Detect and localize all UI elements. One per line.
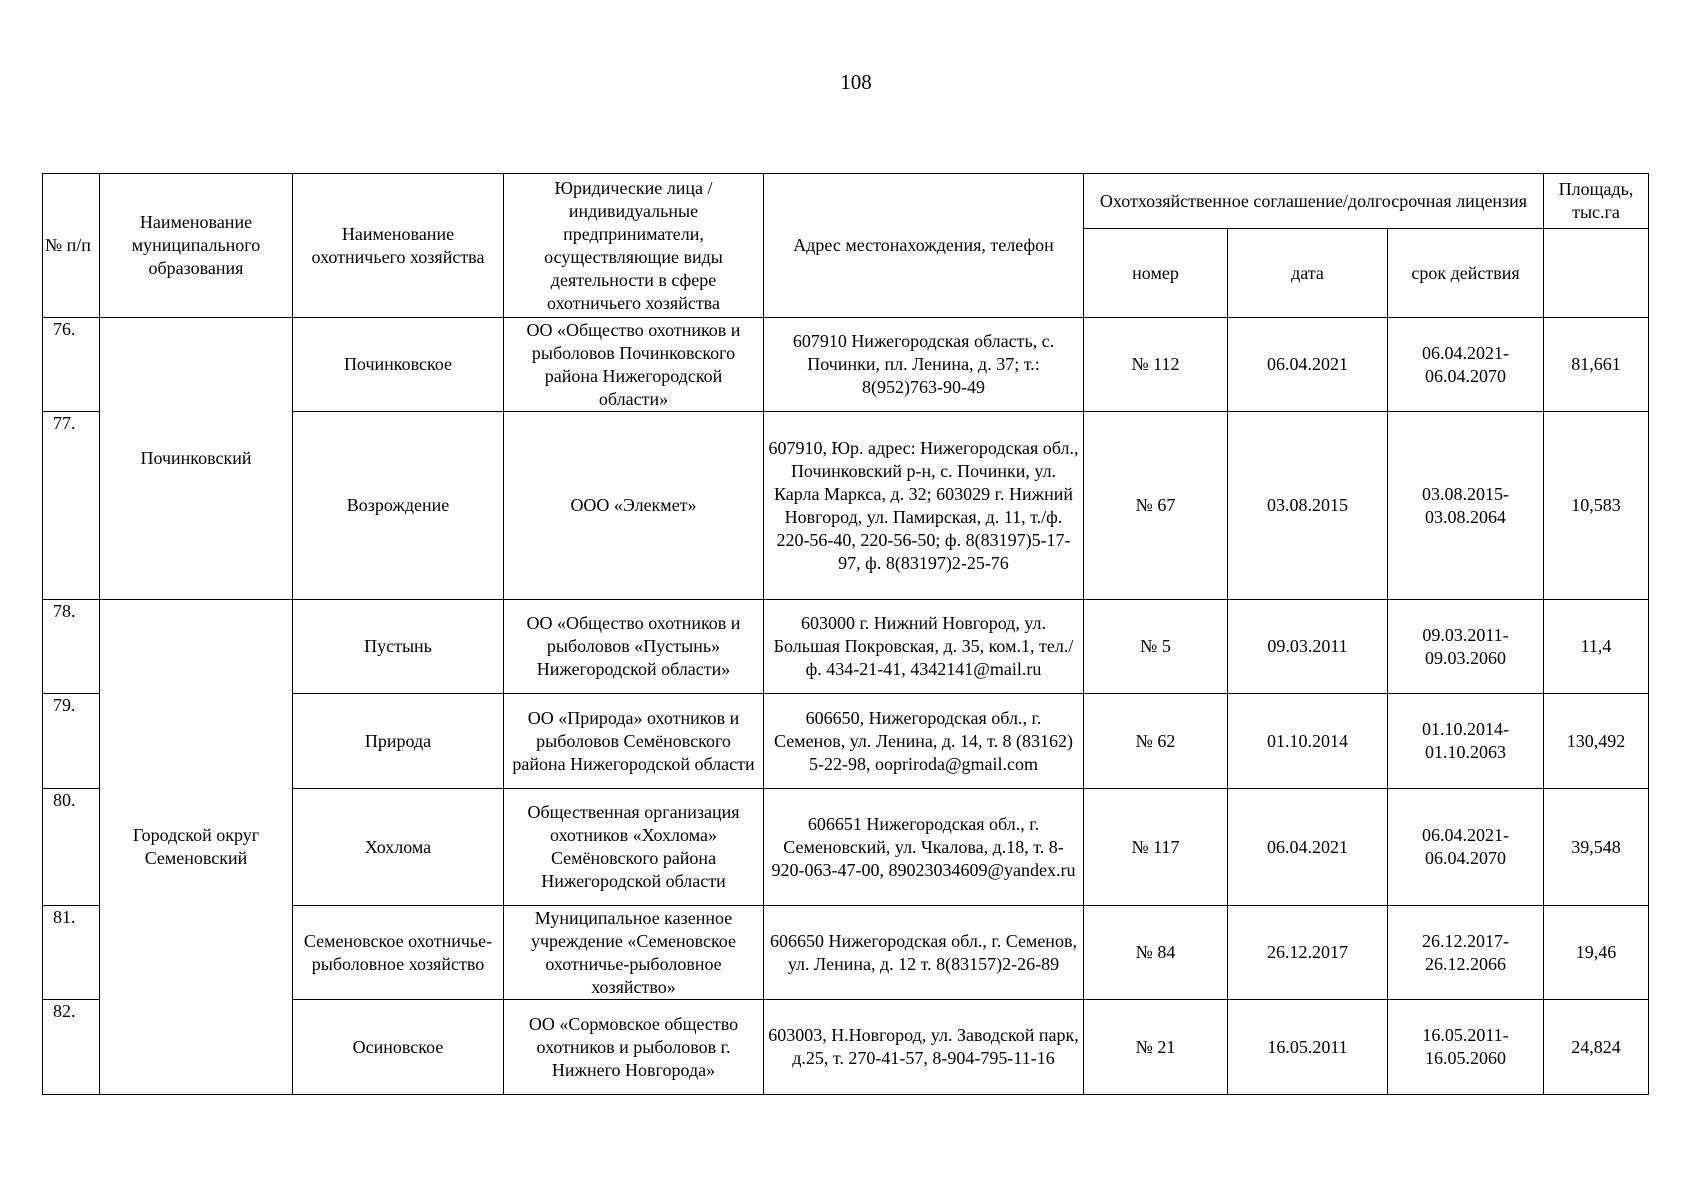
agreement-term: 26.12.2017-26.12.2066 bbox=[1388, 906, 1544, 1000]
area-value: 10,583 bbox=[1544, 412, 1649, 600]
header-agreement-date: дата bbox=[1228, 229, 1388, 318]
table-row bbox=[43, 600, 1649, 694]
table-row bbox=[43, 318, 1649, 412]
entity-name: ОО «Общество охотников и рыболовов «Пустынь» Нижегородской области» bbox=[504, 600, 764, 694]
municipality-cell: Городской округ Семеновский bbox=[100, 600, 293, 1095]
agreement-number: № 84 bbox=[1084, 906, 1228, 1000]
header-num: № п/п bbox=[43, 174, 100, 318]
header-row bbox=[43, 174, 1649, 229]
agreement-date: 06.04.2021 bbox=[1228, 789, 1388, 906]
row-number: 82. bbox=[43, 1000, 100, 1095]
area-value: 24,824 bbox=[1544, 1000, 1649, 1095]
header-area-blank bbox=[1544, 229, 1649, 318]
header-agreement-number: номер bbox=[1084, 229, 1228, 318]
agreement-date: 06.04.2021 bbox=[1228, 318, 1388, 412]
agreement-term: 16.05.2011-16.05.2060 bbox=[1388, 1000, 1544, 1095]
address-cell: 606650, Нижегородская обл., г. Семенов, ул. Ленина, д. 14, т. 8 (83162) 5-22-98, oopriroda@gmail.com bbox=[764, 694, 1084, 789]
entity-name: ОО «Природа» охотников и рыболовов Семёновского района Нижегородской области bbox=[504, 694, 764, 789]
row-number: 78. bbox=[43, 600, 100, 694]
farm-name: Пустынь bbox=[293, 600, 504, 694]
hunting-register-table bbox=[42, 173, 1649, 1095]
header-hunting-farm: Наименование охотничьего хозяйства bbox=[293, 174, 504, 318]
address-cell: 603000 г. Нижний Новгород, ул. Большая Покровская, д. 35, ком.1, тел./ф. 434-21-41, 4342141@mail.ru bbox=[764, 600, 1084, 694]
farm-name: Осиновское bbox=[293, 1000, 504, 1095]
header-agreement-term: срок действия bbox=[1388, 229, 1544, 318]
farm-name: Хохлома bbox=[293, 789, 504, 906]
agreement-date: 01.10.2014 bbox=[1228, 694, 1388, 789]
header-entities: Юридические лица / индивидуальные предприниматели, осуществляющие виды деятельности в сфере охотничьего хозяйства bbox=[504, 174, 764, 318]
header-area: Площадь, тыс.га bbox=[1544, 174, 1649, 229]
agreement-term: 06.04.2021-06.04.2070 bbox=[1388, 318, 1544, 412]
agreement-date: 03.08.2015 bbox=[1228, 412, 1388, 600]
row-number: 80. bbox=[43, 789, 100, 906]
municipality-cell: Починковский bbox=[100, 318, 293, 600]
area-value: 11,4 bbox=[1544, 600, 1649, 694]
agreement-term: 03.08.2015-03.08.2064 bbox=[1388, 412, 1544, 600]
address-cell: 607910, Юр. адрес: Нижегородская обл., Починковский р-н, с. Починки, ул. Карла Маркса, д. 32; 603029 г. Нижний Новгород, ул. Памирская, д. 11, т./ф. 220-56-40, 220-56-50; ф. 8(83197)5-17-97, ф. 8(83197)2-25-76 bbox=[764, 412, 1084, 600]
agreement-date: 26.12.2017 bbox=[1228, 906, 1388, 1000]
header-agreement: Охотхозяйственное соглашение/долгосрочная лицензия bbox=[1084, 174, 1544, 229]
farm-name: Починковское bbox=[293, 318, 504, 412]
row-number: 76. bbox=[43, 318, 100, 412]
page-number: 108 bbox=[840, 70, 872, 94]
row-number: 77. bbox=[43, 412, 100, 600]
farm-name: Природа bbox=[293, 694, 504, 789]
agreement-number: № 67 bbox=[1084, 412, 1228, 600]
address-cell: 607910 Нижегородская область, с. Починки, пл. Ленина, д. 37; т.: 8(952)763-90-49 bbox=[764, 318, 1084, 412]
farm-name: Семеновское охотничье-рыболовное хозяйство bbox=[293, 906, 504, 1000]
area-value: 130,492 bbox=[1544, 694, 1649, 789]
agreement-term: 01.10.2014-01.10.2063 bbox=[1388, 694, 1544, 789]
agreement-date: 16.05.2011 bbox=[1228, 1000, 1388, 1095]
agreement-number: № 117 bbox=[1084, 789, 1228, 906]
agreement-date: 09.03.2011 bbox=[1228, 600, 1388, 694]
address-cell: 606651 Нижегородская обл., г. Семеновский, ул. Чкалова, д.18, т. 8-920-063-47-00, 89023034609@yandex.ru bbox=[764, 789, 1084, 906]
row-number: 81. bbox=[43, 906, 100, 1000]
area-value: 39,548 bbox=[1544, 789, 1649, 906]
agreement-term: 06.04.2021-06.04.2070 bbox=[1388, 789, 1544, 906]
agreement-number: № 5 bbox=[1084, 600, 1228, 694]
entity-name: Общественная организация охотников «Хохлома» Семёновского района Нижегородской области bbox=[504, 789, 764, 906]
address-cell: 603003, Н.Новгород, ул. Заводской парк, д.25, т. 270-41-57, 8-904-795-11-16 bbox=[764, 1000, 1084, 1095]
entity-name: Муниципальное казенное учреждение «Семеновское охотничье-рыболовное хозяйство» bbox=[504, 906, 764, 1000]
area-value: 81,661 bbox=[1544, 318, 1649, 412]
agreement-number: № 21 bbox=[1084, 1000, 1228, 1095]
header-address: Адрес местонахождения, телефон bbox=[764, 174, 1084, 318]
farm-name: Возрождение bbox=[293, 412, 504, 600]
header-municipality: Наименование муниципального образования bbox=[100, 174, 293, 318]
agreement-number: № 62 bbox=[1084, 694, 1228, 789]
entity-name: ОО «Общество охотников и рыболовов Починковского района Нижегородской области» bbox=[504, 318, 764, 412]
area-value: 19,46 bbox=[1544, 906, 1649, 1000]
agreement-term: 09.03.2011-09.03.2060 bbox=[1388, 600, 1544, 694]
entity-name: ОО «Сормовское общество охотников и рыболовов г. Нижнего Новгорода» bbox=[504, 1000, 764, 1095]
row-number: 79. bbox=[43, 694, 100, 789]
agreement-number: № 112 bbox=[1084, 318, 1228, 412]
address-cell: 606650 Нижегородская обл., г. Семенов, ул. Ленина, д. 12 т. 8(83157)2-26-89 bbox=[764, 906, 1084, 1000]
entity-name: ООО «Элекмет» bbox=[504, 412, 764, 600]
